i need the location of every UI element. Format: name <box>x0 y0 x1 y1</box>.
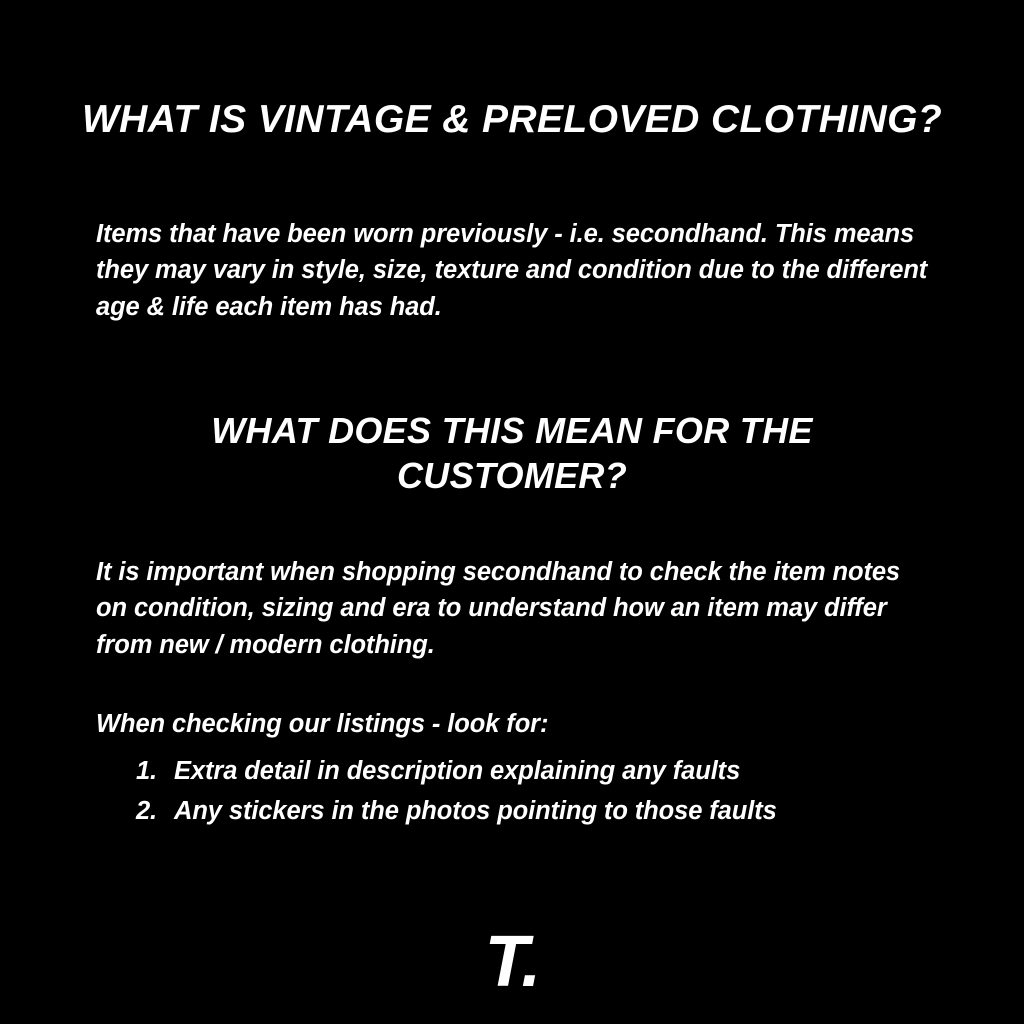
listings-prompt: When checking our listings - look for: <box>96 709 549 738</box>
intro-paragraph: Items that have been worn previously - i.e. secondhand. This means they may vary in style, size, texture and condition due to the different age & life each item has had. <box>96 219 928 322</box>
customer-guidance-paragraph: It is important when shopping secondhand to check the item notes on condition, sizing and era to understand how an item may differ from new / modern clothing. <box>96 557 901 660</box>
page-title: WHAT IS VINTAGE & PRELOVED CLOTHING? <box>81 98 943 142</box>
brand-logo <box>0 922 1024 1002</box>
list-item: 2. Any stickers in the photos pointing to those faults <box>164 792 984 832</box>
list-item: 1. Extra detail in description explaining any faults <box>164 752 984 792</box>
logo-wordmark: T. <box>484 922 540 1002</box>
section-heading: WHAT DOES THIS MEAN FOR THE CUSTOMER? <box>211 409 813 496</box>
checklist <box>122 752 984 831</box>
